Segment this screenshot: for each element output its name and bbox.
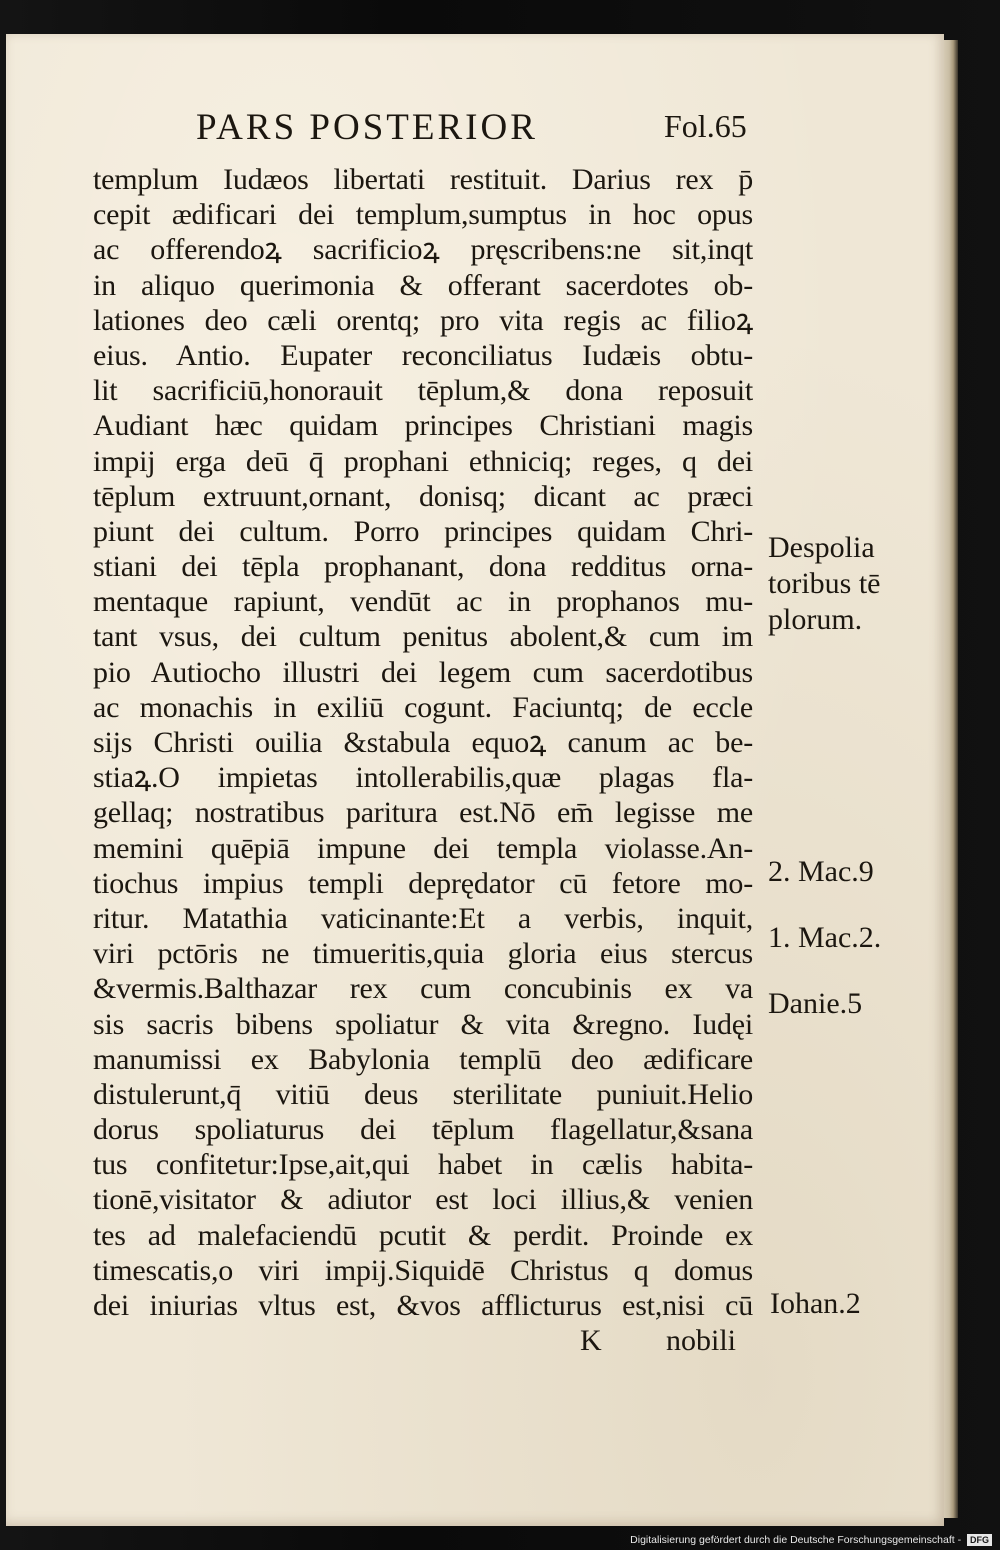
text-line: timescatis,o viri impij.Siquidē Christus q domus [93,1253,753,1287]
text-line: mentaque rapiunt, vendūt ac in prophanos mu- [93,585,753,619]
credit-text: Digitalisierung gefördert durch die Deutsche Forschungsgemeinschaft - [630,1533,962,1546]
text-line: lit sacrificiū,honorauit tēplum,& dona reposuit [93,374,753,408]
text-line: distulerunt,q̄ vitiū deus sterilitate puniuit.Helio [93,1077,753,1111]
text-line: tionē,visitator & adiutor est loci illius,& venien [93,1183,753,1217]
running-head [6,34,944,35]
marginal-note-danie: Danie.5 [768,987,863,1020]
text-line: gellaq; nostratibus paritura est.Nō em̄ legisse me [93,796,753,830]
marginal-note-despoliatoribus [768,530,881,638]
text-line: sijs Christi ouilia &stabula equoꝝ canum ac be- [93,726,753,759]
text-line: ac monachis in exiliū cogunt. Faciuntq; de eccle [93,690,753,724]
body-text-block [93,162,753,1323]
text-line: manumissi ex Babylonia templū deo ædificare [93,1042,753,1076]
text-line: ac offerendoꝝ sacrificioꝝ pręscribens:ne sit,inqt [93,233,753,267]
text-line: tes ad malefaciendū pcutit & perdit. Proinde ex [93,1218,753,1252]
marginal-note-1-mac: 1. Mac.2. [768,921,882,954]
marginal-note-2-mac: 2. Mac.9 [768,855,874,888]
text-line: dorus spoliaturus dei tēplum flagellatur,&sana [93,1113,753,1147]
catchword: nobili [666,1324,737,1357]
text-line: in aliquo querimonia & offerant sacerdotes ob- [93,268,753,302]
catchword-row [576,1324,756,1364]
text-line: pio Autiocho illustri dei legem cum sacerdotibus [93,655,753,689]
text-line: sis sacris bibens spoliatur & vita &regno. Iudęi [93,1007,753,1041]
text-line: templum Iudæos libertati restituit. Darius rex p̄ [93,163,753,196]
text-line: &vermis.Balthazar rex cum concubinis ex va [93,972,753,1006]
page-edge [942,40,958,1518]
text-line: cepit ædificari dei templum,sumptus in hoc opus [93,198,753,232]
folio-number: Fol.65 [664,108,747,144]
text-line: eius. Antio. Eupater reconciliatus Iudæis obtu- [93,338,753,372]
text-line: tiochus impius templi deprędator cū fetore mo- [93,866,753,900]
text-line: Audiant hæc quidam principes Christiani magis [93,409,753,443]
text-line: tant vsus, dei cultum penitus abolent,& cum im [93,620,753,654]
text-line: piunt dei cultum. Porro principes quidam Chri- [93,514,753,548]
text-line: lationes deo cæli orentq; pro vita regis ac filioꝝ [93,303,753,337]
text-line: viri pctōris ne timueritis,quia gloria eius stercus [93,937,753,971]
text-line: stiani dei tēpla prophanant, dona redditus orna- [93,550,753,584]
marginal-note-line: toribus tē [768,567,881,600]
marginal-note-line: plorum. [768,603,863,636]
text-line: tus confitetur:Ipse,ait,qui habet in cælis habita- [93,1148,753,1182]
signature-mark: K [580,1324,602,1357]
text-line: ritur. Matathia vaticinante:Et a verbis, inquit, [93,901,753,935]
text-line: impij erga deū q̄ prophani ethniciq; reges, q dei [93,444,753,478]
text-line: tēplum extruunt,ornant, donisq; dicant ac præci [93,479,753,513]
digitization-credit [630,1534,992,1546]
dfg-logo: DFG [967,1534,992,1546]
book-page [6,34,944,1526]
marginal-note-line: Despolia [768,531,875,564]
text-line: memini quēpiā impune dei templa violasse.An- [93,831,753,865]
running-title: PARS POSTERIOR [196,107,538,148]
text-line: dei iniurias vltus est, &vos afflicturus est,nisi cū [93,1289,753,1322]
text-line: stiaꝝ.O impietas intollerabilis,quæ plagas fla- [93,761,753,795]
marginal-note-iohan: Iohan.2 [770,1287,861,1320]
